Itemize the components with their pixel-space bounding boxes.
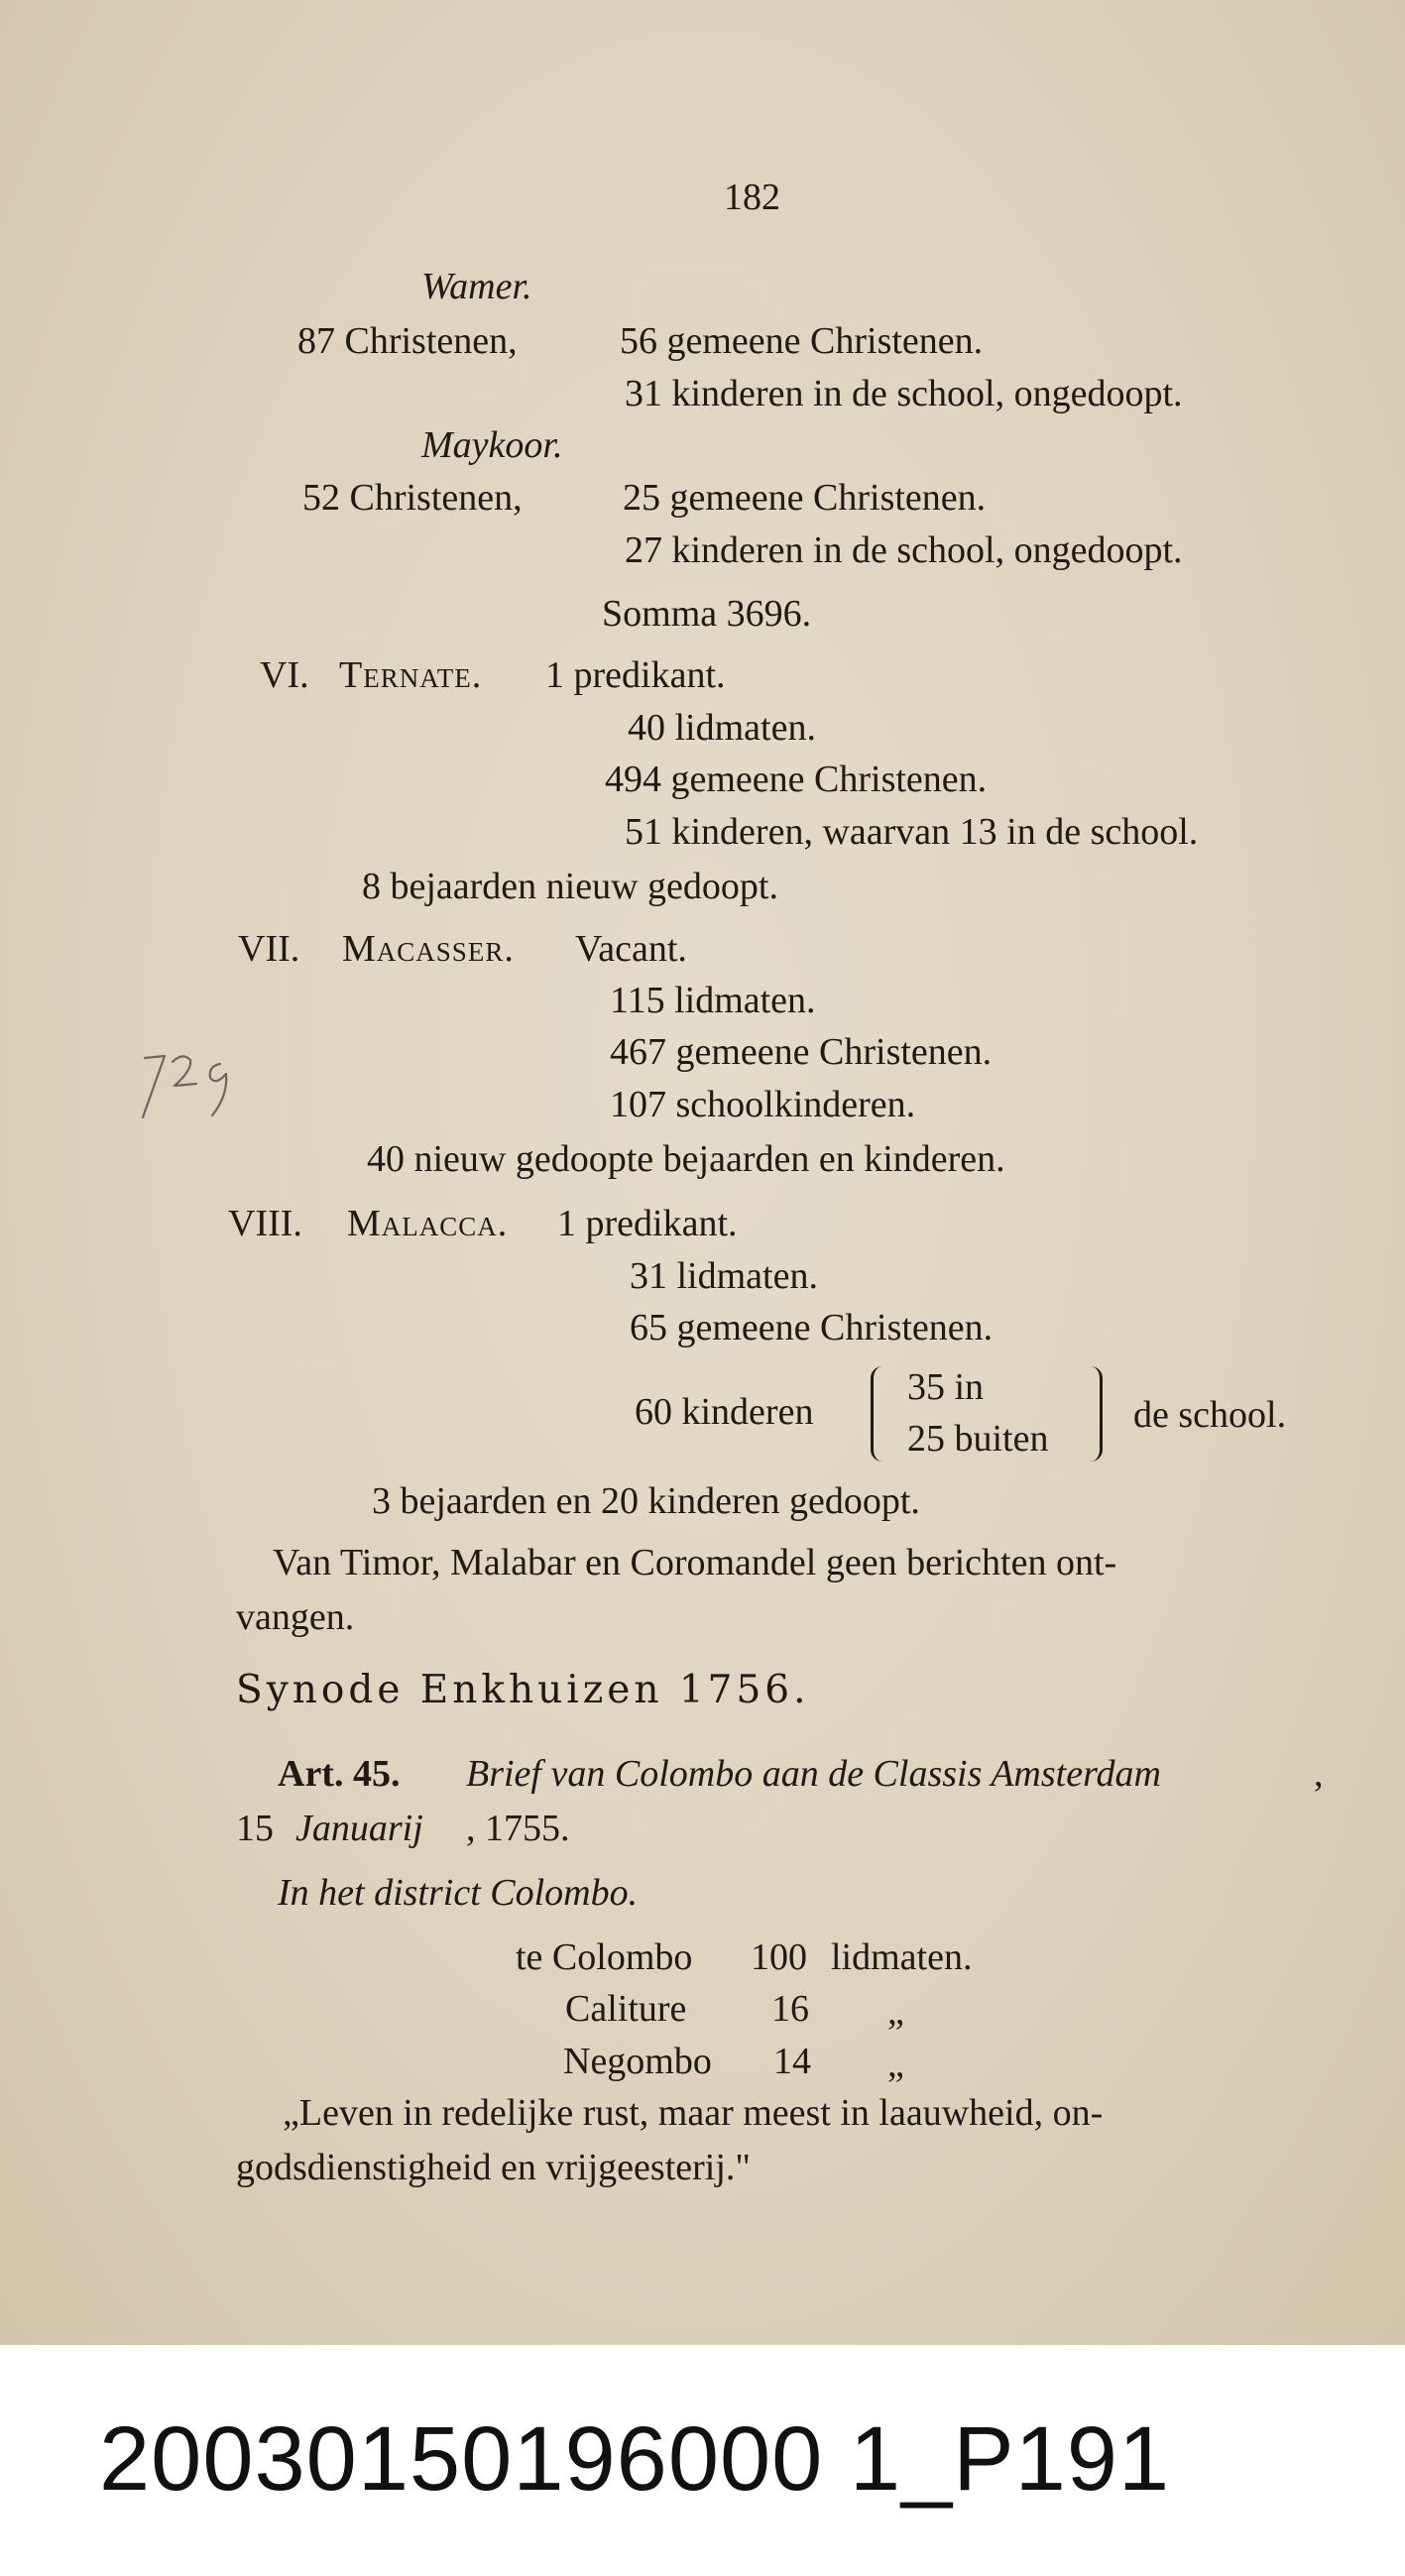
caliture-place: Caliture [565,1988,687,2030]
ternate-baptized: 8 bejaarden nieuw gedoopt. [362,866,778,907]
maykoor-heading: Maykoor. [421,424,563,466]
macasser-name: Macasser. [342,928,515,970]
wamer-heading: Wamer. [421,266,532,307]
malacca-numeral: VIII. [228,1203,302,1244]
macasser-line-3: 107 schoolkinderen. [610,1084,916,1125]
article-date-year: , 1755. [466,1808,570,1849]
left-brace [871,1366,887,1462]
right-brace [1086,1366,1103,1462]
malacca-children-in: 35 in [907,1366,985,1408]
macasser-line-2: 467 gemeene Christenen. [610,1031,993,1073]
malacca-preacher: 1 predikant. [557,1203,738,1244]
caliture-ditto: „ [887,1991,904,2033]
ternate-numeral: VI. [260,654,309,696]
page-number: 182 [724,176,780,218]
colombo-count: 100 [751,1936,807,1978]
negombo-ditto: „ [887,2044,904,2085]
article-date-day: 15 [236,1808,274,1849]
handwritten-note [139,1046,268,1130]
malacca-line-2: 65 gemeene Christenen. [630,1307,994,1348]
malacca-children-out: 25 buiten [907,1418,1049,1460]
malacca-baptized: 3 bejaarden en 20 kinderen gedoopt. [372,1480,920,1522]
wamer-total: 87 Christenen, [297,320,518,362]
somma-total: Somma 3696. [602,593,812,635]
maykoor-line2: 27 kinderen in de school, ongedoopt. [625,529,1183,571]
handwritten-729-marks [139,1046,268,1125]
negombo-place: Negombo [563,2041,712,2082]
colombo-place: te Colombo [516,1936,693,1978]
ternate-name: Ternate. [339,654,483,696]
no-reports-line2: vangen. [236,1596,355,1638]
ternate-line-3: 51 kinderen, waarvan 13 in de school. [625,811,1199,853]
malacca-line-1: 31 lidmaten. [630,1255,818,1297]
ternate-line-1: 40 lidmaten. [628,707,816,749]
footer-id-label: 20030150196000 1_P191 [99,2408,1171,2510]
maykoor-total: 52 Christenen, [302,477,523,519]
malacca-school: de school. [1133,1394,1287,1436]
article-title: Brief van Colombo aan de Classis Amsterdam [466,1753,1161,1795]
no-reports-line1: Van Timor, Malabar en Coromandel geen berichten ont- [273,1542,1117,1583]
macasser-numeral: VII. [238,928,300,970]
article-title-comma: , [1314,1753,1324,1795]
quote-line1: „Leven in redelijke rust, maar meest in laauwheid, on- [283,2092,1104,2134]
ternate-preacher: 1 predikant. [545,654,726,696]
article-date-month: Januarij [295,1808,423,1849]
ternate-line-2: 494 gemeene Christenen. [605,759,988,800]
colombo-unit: lidmaten. [831,1936,973,1978]
wamer-line2: 31 kinderen in de school, ongedoopt. [625,373,1183,414]
macasser-preacher: Vacant. [575,928,687,970]
malacca-children-total: 60 kinderen [635,1391,814,1433]
negombo-count: 14 [773,2041,811,2082]
article-label: Art. 45. [278,1753,401,1795]
maykoor-line1: 25 gemeene Christenen. [623,477,987,519]
synod-heading: Synode Enkhuizen 1756. [236,1668,810,1712]
wamer-line1: 56 gemeene Christenen. [620,320,984,362]
macasser-line-1: 115 lidmaten. [610,980,816,1021]
caliture-count: 16 [771,1988,809,2030]
district-heading: In het district Colombo. [278,1872,639,1914]
malacca-name: Malacca. [347,1203,509,1244]
quote-line2: godsdienstigheid en vrijgeesterij." [236,2147,751,2188]
macasser-baptized: 40 nieuw gedoopte bejaarden en kinderen. [367,1138,1005,1180]
